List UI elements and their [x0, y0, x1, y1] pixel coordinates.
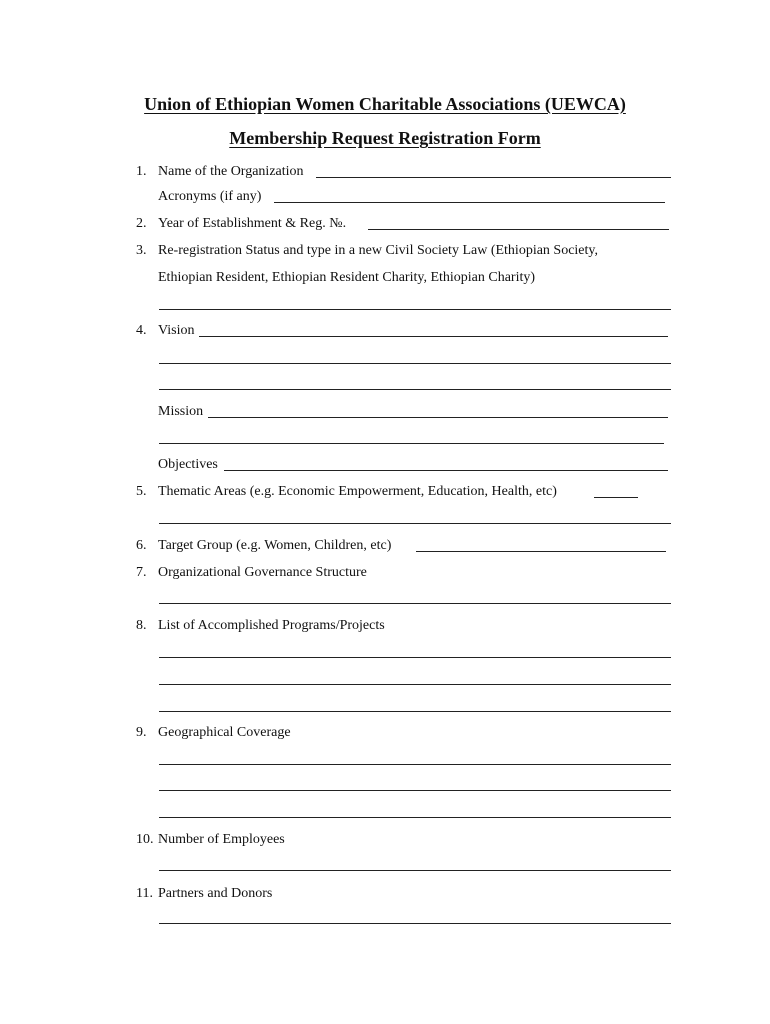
item-label: Partners and Donors [158, 886, 273, 901]
item-label: Target Group (e.g. Women, Children, etc) [158, 538, 392, 553]
item-number: 9. [136, 725, 147, 740]
form-title: Membership Request Registration Form [229, 128, 541, 148]
coverage-field-line-3[interactable] [159, 817, 671, 818]
vision-field[interactable] [199, 336, 668, 337]
item-label: Mission [158, 404, 204, 419]
reregistration-field[interactable] [159, 309, 671, 310]
item-number: 2. [136, 216, 147, 231]
item-label: Year of Establishment & Reg. №. [158, 216, 347, 231]
item-label: Thematic Areas (e.g. Economic Empowerment, Education, Health, etc) [158, 484, 557, 499]
mission-field[interactable] [208, 417, 668, 418]
item-number: 7. [136, 565, 147, 580]
partners-donors-field[interactable] [159, 923, 671, 924]
item-label: Re-registration Status and type in a new Civil Society Law (Ethiopian Society, [158, 243, 599, 258]
governance-field[interactable] [159, 603, 671, 604]
item-label: Acronyms (if any) [158, 189, 262, 204]
item-number: 6. [136, 538, 147, 553]
item-number: 3. [136, 243, 147, 258]
item-label: Number of Employees [158, 832, 285, 847]
programs-field-line-2[interactable] [159, 684, 671, 685]
item-label: Ethiopian Resident, Ethiopian Resident Charity, Ethiopian Charity) [158, 270, 536, 285]
programs-field-line-1[interactable] [159, 657, 671, 658]
org-title: Union of Ethiopian Women Charitable Associations (UEWCA) [144, 94, 626, 114]
employees-field[interactable] [159, 870, 671, 871]
vision-field-line-3[interactable] [159, 389, 671, 390]
coverage-field-line-1[interactable] [159, 764, 671, 765]
programs-field-line-3[interactable] [159, 711, 671, 712]
item-number: 11. [136, 886, 153, 901]
item-label: Vision [158, 323, 195, 338]
item-number: 4. [136, 323, 147, 338]
item-number: 10. [136, 832, 154, 847]
item-label: Geographical Coverage [158, 725, 291, 740]
acronyms-field[interactable] [274, 202, 665, 203]
item-number: 8. [136, 618, 147, 633]
item-label: List of Accomplished Programs/Projects [158, 618, 385, 633]
item-number: 1. [136, 164, 147, 179]
item-label: Objectives [158, 457, 218, 472]
thematic-areas-field-line-2[interactable] [159, 523, 671, 524]
mission-field-line-2[interactable] [159, 443, 664, 444]
item-number: 5. [136, 484, 147, 499]
item-label: Name of the Organization [158, 164, 304, 179]
coverage-field-line-2[interactable] [159, 790, 671, 791]
objectives-field[interactable] [224, 470, 668, 471]
thematic-areas-field[interactable] [594, 497, 638, 498]
item-label: Organizational Governance Structure [158, 565, 367, 580]
vision-field-line-2[interactable] [159, 363, 671, 364]
year-reg-field[interactable] [368, 229, 669, 230]
target-group-field[interactable] [416, 551, 666, 552]
organization-name-field[interactable] [316, 177, 671, 178]
